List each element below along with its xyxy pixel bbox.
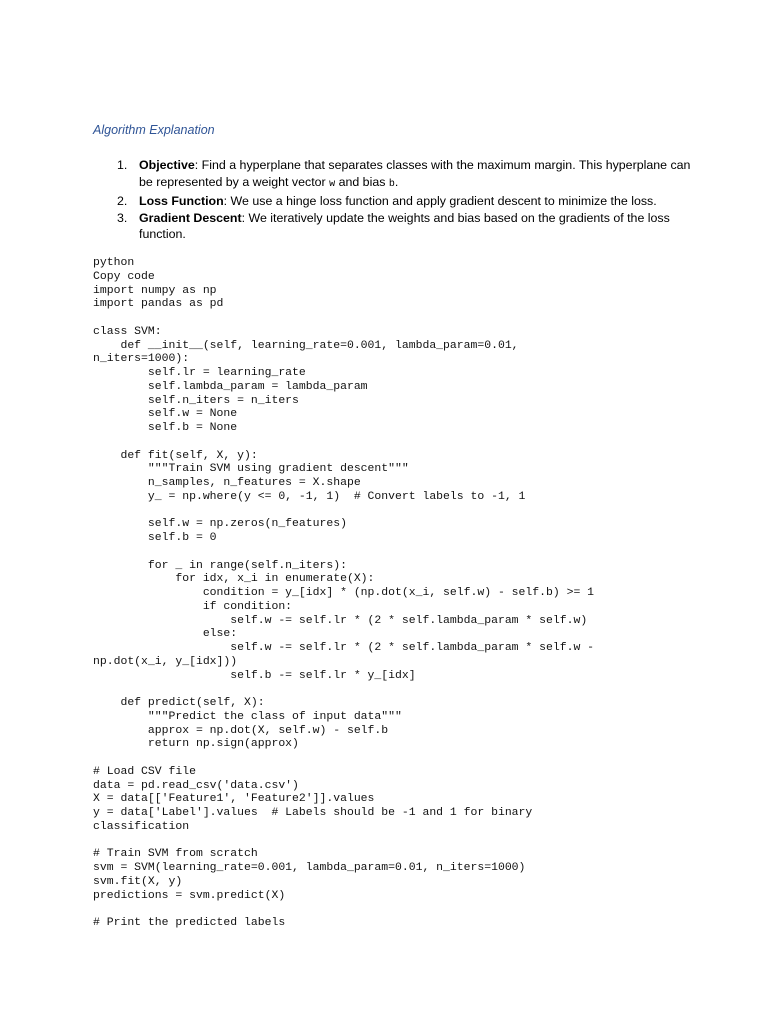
step-text-end: . <box>394 174 399 189</box>
code-line: classification <box>93 819 190 833</box>
code-line: n_samples, n_features = X.shape <box>93 476 361 489</box>
list-item <box>93 193 693 210</box>
step-text-middle: and bias <box>335 174 389 189</box>
code-line: svm.fit(X, y) <box>93 874 183 888</box>
code-line: def predict(self, X): <box>93 696 265 709</box>
code-line: for idx, x_i in enumerate(X): <box>93 572 375 586</box>
code-line: """Predict the class of input data""" <box>93 709 402 723</box>
code-line: """Train SVM using gradient descent""" <box>93 462 409 476</box>
list-item <box>93 210 693 243</box>
step-text: : Find a hyperplane that separates classes with the maximum margin. This hyperplane can be represented by a weight vector <box>139 158 691 189</box>
code-line: y = data['Label'].values # Labels should be -1 and 1 for binary <box>93 806 533 819</box>
code-line <box>93 682 733 696</box>
code-line: if condition: <box>93 599 293 613</box>
code-line: svm = SVM(learning_rate=0.001, lambda_param=0.01, n_iters=1000) <box>93 861 526 874</box>
code-line: # Train SVM from scratch <box>93 847 258 861</box>
code-line: self.w -= self.lr * (2 * self.lambda_param * self.w) <box>93 613 588 627</box>
step-number: 3. <box>117 210 128 225</box>
code-line: approx = np.dot(X, self.w) - self.b <box>93 723 389 737</box>
code-line: def __init__(self, learning_rate=0.001, lambda_param=0.01, <box>93 338 519 352</box>
code-line: python <box>93 256 135 269</box>
step-text: : We iteratively update the weights and bias based on the gradients of the loss function. <box>139 210 670 241</box>
code-line: for _ in range(self.n_iters): <box>93 558 347 572</box>
code-line: self.w -= self.lr * (2 * self.lambda_param * self.w - <box>93 641 595 654</box>
code-block <box>93 256 733 930</box>
code-line: self.n_iters = n_iters <box>93 393 299 407</box>
code-line <box>93 545 733 559</box>
step-number: 1. <box>117 158 128 172</box>
code-line: def fit(self, X, y): <box>93 448 258 462</box>
code-line: self.w = np.zeros(n_features) <box>93 517 347 531</box>
code-line <box>93 751 733 765</box>
code-line: data = pd.read_csv('data.csv') <box>93 778 299 792</box>
code-line: self.lr = learning_rate <box>93 366 306 379</box>
step-title: Gradient Descent <box>139 210 242 225</box>
code-line: condition = y_[idx] * (np.dot(x_i, self.w) - self.b) >= 1 <box>93 586 595 599</box>
step-title: Loss Function <box>139 194 224 208</box>
code-line: X = data[['Feature1', 'Feature2']].values <box>93 792 375 806</box>
code-line <box>93 435 733 449</box>
code-line: y_ = np.where(y <= 0, -1, 1) # Convert labels to -1, 1 <box>93 489 526 503</box>
code-line <box>93 834 733 848</box>
step-title: Objective <box>139 158 195 172</box>
code-line: # Print the predicted labels <box>93 916 286 929</box>
code-line: return np.sign(approx) <box>93 737 299 751</box>
steps-list <box>93 157 693 243</box>
code-line: else: <box>93 627 238 641</box>
code-line: import numpy as np <box>93 283 217 297</box>
code-line: np.dot(x_i, y_[idx])) <box>93 654 238 668</box>
code-line: Copy code <box>93 269 155 283</box>
code-line <box>93 902 733 916</box>
code-line: self.b -= self.lr * y_[idx] <box>93 668 416 682</box>
code-line: import pandas as pd <box>93 297 224 311</box>
code-line: self.lambda_param = lambda_param <box>93 379 368 393</box>
code-line: # Load CSV file <box>93 764 196 778</box>
code-line: self.b = None <box>93 421 238 434</box>
code-line: n_iters=1000): <box>93 352 190 366</box>
code-line <box>93 311 733 325</box>
code-line: self.w = None <box>93 407 238 421</box>
code-line: predictions = svm.predict(X) <box>93 888 286 902</box>
code-line: self.b = 0 <box>93 531 217 544</box>
list-item <box>93 157 693 193</box>
inline-code-w: w <box>329 178 336 190</box>
step-number: 2. <box>117 194 128 208</box>
code-line: class SVM: <box>93 324 162 338</box>
inline-code-b: b <box>388 178 395 190</box>
section-heading: Algorithm Explanation <box>93 123 215 137</box>
step-text: : We use a hinge loss function and apply gradient descent to minimize the loss. <box>223 194 657 208</box>
code-line <box>93 504 733 518</box>
